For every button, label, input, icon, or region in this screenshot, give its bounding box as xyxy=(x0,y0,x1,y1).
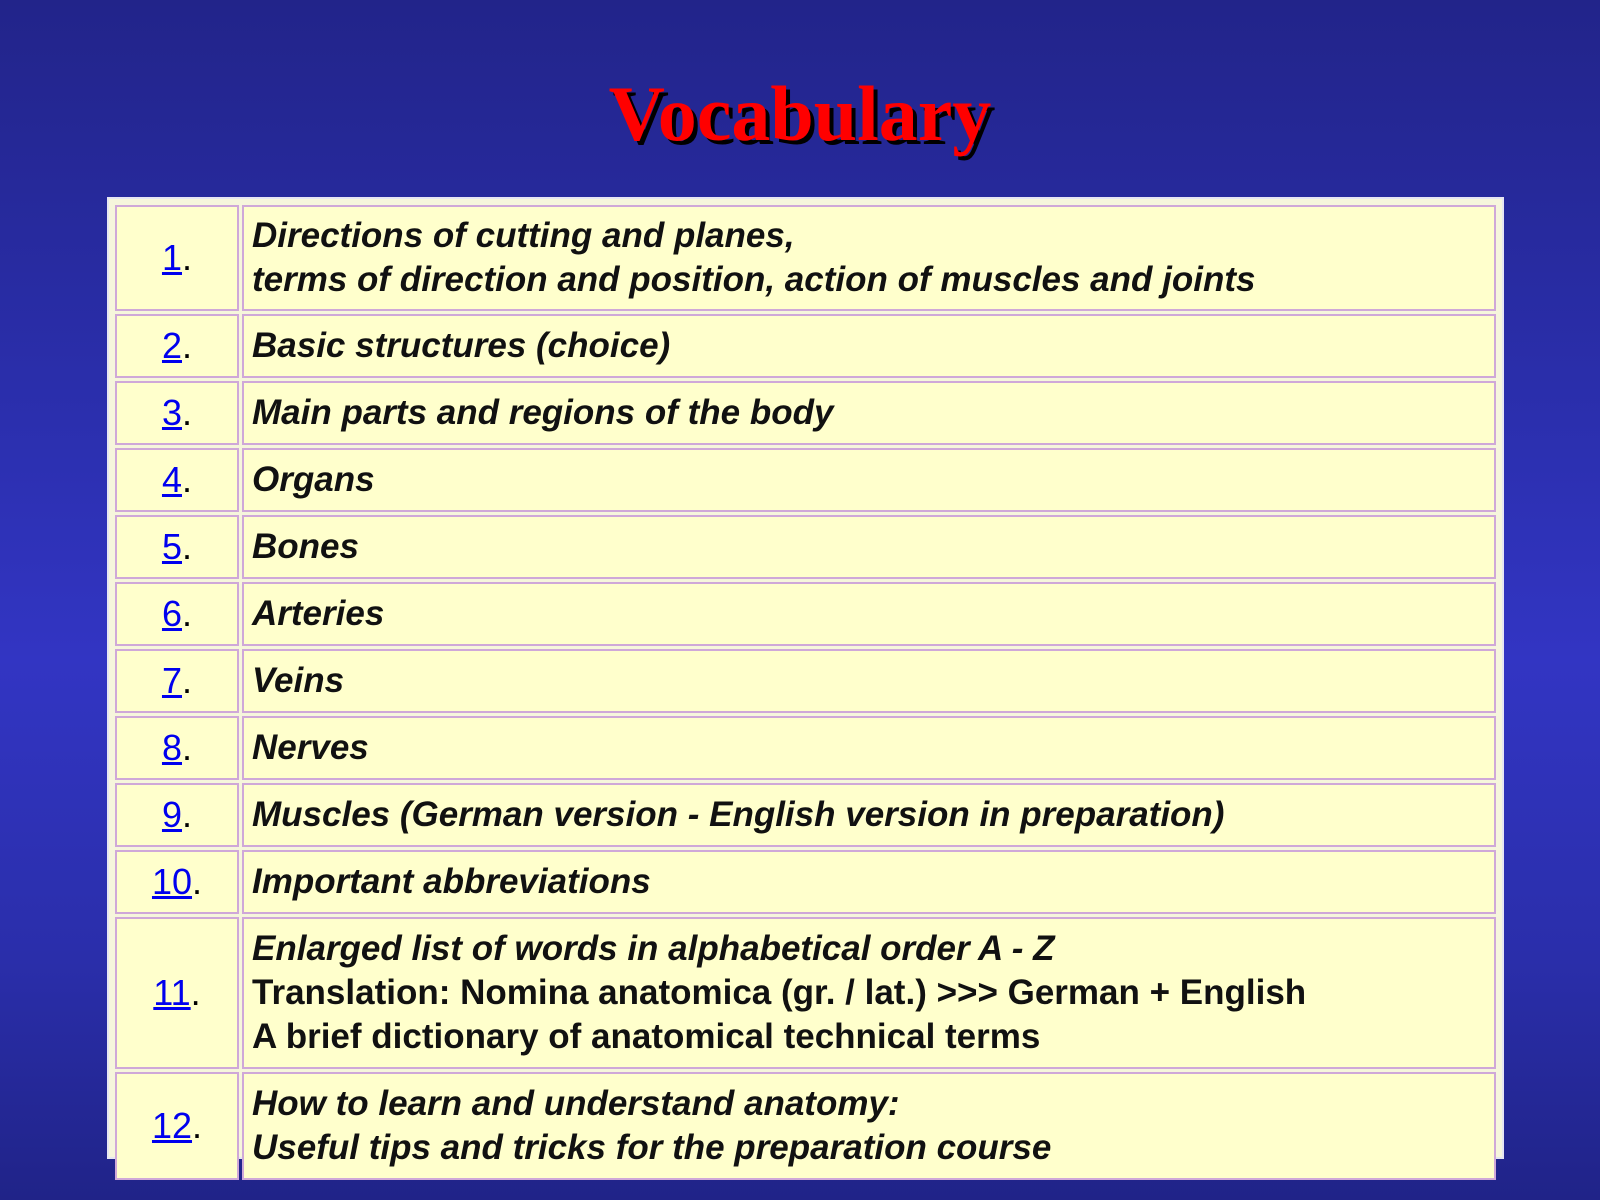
table-row xyxy=(115,1072,1496,1180)
item-text-line: Nerves xyxy=(252,728,369,767)
row-text-cell xyxy=(242,783,1496,847)
row-text-cell xyxy=(242,381,1496,445)
row-text-cell xyxy=(242,515,1496,579)
row-number-cell: 9. xyxy=(115,783,239,847)
row-text-cell xyxy=(242,917,1496,1069)
row-number-cell: 7. xyxy=(115,649,239,713)
item-text-line: Veins xyxy=(252,661,345,700)
item-text-line: Bones xyxy=(252,527,359,566)
table-row xyxy=(115,448,1496,512)
item-text-line: Muscles (German version - English version in preparation) xyxy=(252,795,1225,834)
row-number-cell: 5. xyxy=(115,515,239,579)
row-text-cell xyxy=(242,205,1496,311)
table-row xyxy=(115,582,1496,646)
table-row xyxy=(115,381,1496,445)
item-link-11[interactable]: 11 xyxy=(153,972,191,1013)
item-text-line: Useful tips and tricks for the preparation course xyxy=(252,1128,1052,1167)
item-link-12[interactable]: 12 xyxy=(151,1105,193,1146)
row-number-cell: 2. xyxy=(115,314,239,378)
table-row xyxy=(115,716,1496,780)
vocabulary-table xyxy=(107,197,1504,1167)
item-link-10[interactable]: 10 xyxy=(151,861,193,902)
table-row xyxy=(115,917,1496,1069)
page-title: Vocabulary xyxy=(608,70,992,157)
row-text-cell xyxy=(242,649,1496,713)
item-text-line: Organs xyxy=(252,460,375,499)
row-number-cell: 10. xyxy=(115,850,239,914)
item-text-line: Basic structures (choice) xyxy=(252,326,671,365)
item-text-line: Important abbreviations xyxy=(252,862,651,901)
item-text-line: Directions of cutting and planes, xyxy=(252,216,795,255)
item-link-7[interactable]: 7 xyxy=(161,660,182,701)
item-text-line: How to learn and understand anatomy: xyxy=(252,1084,900,1123)
table-row xyxy=(115,783,1496,847)
row-text-cell xyxy=(242,314,1496,378)
item-link-6[interactable]: 6 xyxy=(161,593,182,634)
item-link-9[interactable]: 9 xyxy=(161,794,182,835)
row-text-cell xyxy=(242,448,1496,512)
row-number-cell: 8. xyxy=(115,716,239,780)
item-link-5[interactable]: 5 xyxy=(161,526,182,567)
item-text-line: A brief dictionary of anatomical technical terms xyxy=(252,1017,1041,1056)
row-text-cell xyxy=(242,716,1496,780)
table-row xyxy=(115,205,1496,311)
row-number-cell: 1. xyxy=(115,205,239,311)
item-link-2[interactable]: 2 xyxy=(161,325,182,366)
item-text-line: terms of direction and position, action of muscles and joints xyxy=(252,260,1256,299)
table-row xyxy=(115,314,1496,378)
row-text-cell xyxy=(242,582,1496,646)
row-number-cell: 11. xyxy=(115,917,239,1069)
item-link-3[interactable]: 3 xyxy=(161,392,182,433)
table-row xyxy=(115,649,1496,713)
item-text-line: Arteries xyxy=(252,594,385,633)
table-row xyxy=(115,515,1496,579)
row-number-cell: 12. xyxy=(115,1072,239,1180)
row-text-cell xyxy=(242,1072,1496,1180)
item-link-8[interactable]: 8 xyxy=(161,727,182,768)
row-number-cell: 3. xyxy=(115,381,239,445)
item-text-line: Main parts and regions of the body xyxy=(252,393,834,432)
item-text-line: Enlarged list of words in alphabetical order A - Z xyxy=(252,929,1055,968)
item-text-line: Translation: Nomina anatomica (gr. / lat.) >>> German + English xyxy=(252,973,1307,1012)
row-text-cell xyxy=(242,850,1496,914)
item-link-1[interactable]: 1 xyxy=(161,237,182,278)
vocabulary-table-grid xyxy=(112,202,1499,1183)
row-number-cell: 4. xyxy=(115,448,239,512)
item-link-4[interactable]: 4 xyxy=(161,459,182,500)
row-number-cell: 6. xyxy=(115,582,239,646)
table-row xyxy=(115,850,1496,914)
